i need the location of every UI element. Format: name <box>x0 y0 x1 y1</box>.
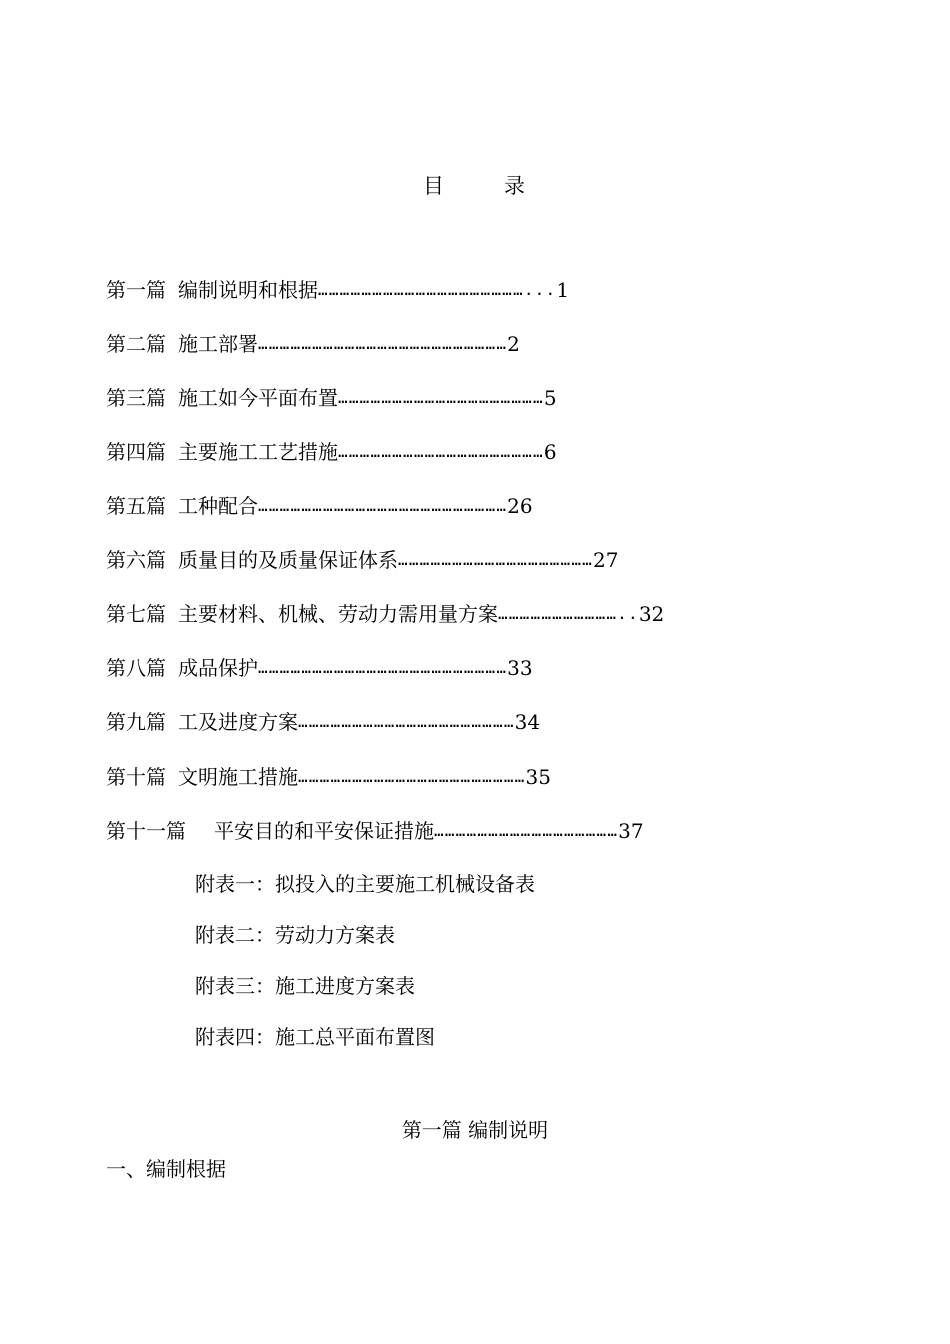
page-title <box>0 170 950 200</box>
toc-dots: …………………………….. <box>498 604 639 623</box>
toc-chapter: 第三篇 <box>106 386 166 410</box>
toc-title: 主要施工工艺措施 <box>178 440 338 464</box>
appendix-item: 附表一：拟投入的主要施工机械设备表 <box>195 872 535 896</box>
toc-chapter: 第五篇 <box>106 494 166 518</box>
toc-entry <box>106 384 557 412</box>
toc-title: 施工如今平面布置 <box>178 386 338 410</box>
toc-dots: …………………………………………………………… <box>258 334 508 353</box>
toc-entry <box>106 600 664 628</box>
toc-page-number: 37 <box>618 819 644 843</box>
toc-entry <box>106 546 618 574</box>
toc-entry <box>106 276 569 304</box>
toc-page-number: 32 <box>638 602 665 626</box>
toc-title: 主要材料、机械、劳动力需用量方案 <box>178 602 498 626</box>
toc-chapter: 第一篇 <box>106 278 166 302</box>
toc-dots: ……………………………………………………… <box>298 767 526 786</box>
toc-page-number: 34 <box>514 710 541 734</box>
toc-chapter: 第九篇 <box>106 710 166 734</box>
toc-page-number: 5 <box>543 386 557 410</box>
toc-dots: …………………………………………………… <box>298 712 515 731</box>
toc-page-number: 6 <box>543 440 557 464</box>
toc-title: 编制说明和根据 <box>178 278 318 302</box>
toc-title: 施工部署 <box>178 332 258 356</box>
toc-entry <box>106 817 644 845</box>
toc-dots: …………………………………………………………… <box>258 496 508 515</box>
appendix-item: 附表二：劳动力方案表 <box>195 923 395 947</box>
toc-entry <box>106 763 551 791</box>
toc-dots: ……………………………………………… <box>398 550 593 569</box>
toc-chapter: 第二篇 <box>106 332 166 356</box>
toc-entry <box>106 438 557 466</box>
toc-dots: …………………………………………………... <box>318 280 557 299</box>
subheading: 一、编制根据 <box>106 1157 226 1181</box>
appendix-item: 附表三：施工进度方案表 <box>195 974 415 998</box>
toc-title: 平安目的和平安保证措施 <box>214 819 434 843</box>
toc-entry <box>106 330 520 358</box>
toc-chapter: 第四篇 <box>106 440 166 464</box>
toc-page-number: 2 <box>507 332 520 356</box>
toc-page-number: 35 <box>525 765 551 789</box>
toc-dots: …………………………………………………………… <box>258 658 508 677</box>
toc-title: 成品保护 <box>178 656 258 680</box>
toc-page-number: 33 <box>507 656 533 680</box>
section-heading: 第一篇 编制说明 <box>401 1118 549 1142</box>
toc-title: 工及进度方案 <box>178 710 298 734</box>
toc-page-number: 27 <box>593 548 619 572</box>
toc-title: 文明施工措施 <box>178 765 298 789</box>
toc-page-number: 26 <box>507 494 533 518</box>
toc-chapter: 第六篇 <box>106 548 166 572</box>
toc-dots: ………………………………………………… <box>338 388 544 407</box>
appendix-item: 附表四：施工总平面布置图 <box>195 1025 435 1049</box>
toc-dots: …………………………………………… <box>434 821 619 840</box>
toc-entry <box>106 492 533 520</box>
toc-chapter: 第十篇 <box>106 765 166 789</box>
toc-chapter: 第七篇 <box>106 602 166 626</box>
toc-page-number: 1 <box>556 278 570 302</box>
toc-chapter: 第八篇 <box>106 656 166 680</box>
toc-entry <box>106 654 533 682</box>
toc-entry <box>106 708 540 736</box>
toc-chapter: 第十一篇 <box>106 819 186 843</box>
page-title-part1: 目 <box>423 174 446 198</box>
toc-title: 质量目的及质量保证体系 <box>178 548 398 572</box>
toc-title: 工种配合 <box>178 494 258 518</box>
toc-dots: ………………………………………………… <box>338 442 544 461</box>
page-title-part2: 录 <box>504 174 527 198</box>
